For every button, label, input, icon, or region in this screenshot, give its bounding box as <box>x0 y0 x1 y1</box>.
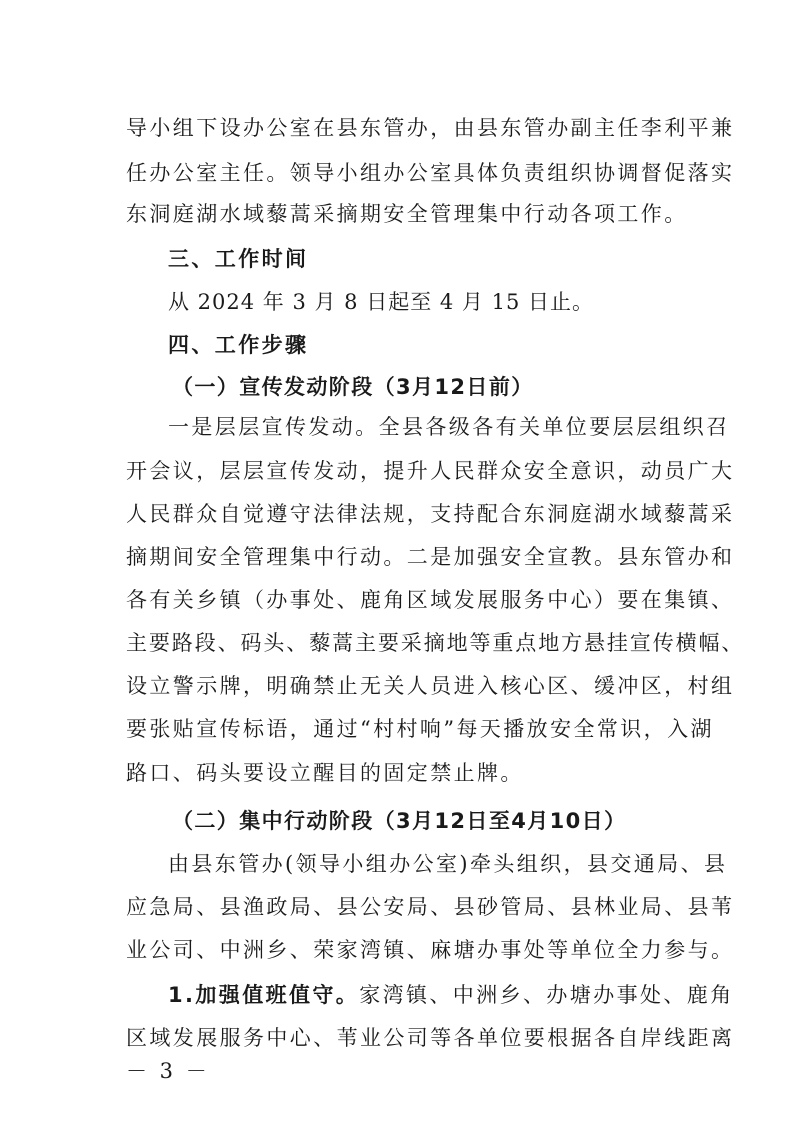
body-line-18: 由县东管办(领导小组办公室)牵头组织，县交通局、县 <box>168 852 728 876</box>
work-time-text: 从 2024 年 3 月 8 日起至 4 月 15 日止。 <box>168 290 594 314</box>
body-line-21 <box>168 980 734 1010</box>
body-line-1: 导小组下设办公室在县东管办，由县东管办副主任李利平兼 <box>126 116 735 140</box>
body-line-2: 任办公室主任。领导小组办公室具体负责组织协调督促落实 <box>126 161 735 185</box>
body-line-12: 各有关乡镇（办事处、鹿角区域发展服务中心）要在集镇、 <box>126 588 735 612</box>
page-number: － 3 － <box>126 1059 210 1083</box>
duty-heading-inline: 1.加强值班值守。 <box>168 983 360 1007</box>
body-line-8: 一是层层宣传发动。全县各级各有关单位要层层组织召 <box>168 415 730 439</box>
body-line-9: 开会议，层层宣传发动，提升人民群众安全意识，动员广大 <box>126 459 735 483</box>
body-line-3: 东洞庭湖水域藜蒿采摘期安全管理集中行动各项工作。 <box>126 202 688 226</box>
body-line-16: 路口、码头要设立醒目的固定禁止牌。 <box>126 761 524 785</box>
sub-heading-publicity-stage: （一）宣传发动阶段（3月12日前） <box>172 375 534 399</box>
body-line-11: 摘期间安全管理集中行动。二是加强安全宣教。县东管办和 <box>126 545 735 569</box>
section-heading-work-steps: 四、工作步骤 <box>168 333 309 357</box>
body-line-19: 应急局、县渔政局、县公安局、县砂管局、县林业局、县苇 <box>126 895 735 919</box>
sub-heading-action-stage: （二）集中行动阶段（3月12日至4月10日） <box>172 809 627 833</box>
body-line-20: 业公司、中洲乡、荣家湾镇、麻塘办事处等单位全力参与。 <box>126 938 735 962</box>
section-heading-work-time: 三、工作时间 <box>168 247 309 271</box>
body-line-14: 设立警示牌，明确禁止无关人员进入核心区、缓冲区，村组 <box>126 674 735 698</box>
body-line-15: 要张贴宣传标语，通过“村村响”每天播放安全常识，入湖 <box>126 717 714 741</box>
body-line-22: 区域发展服务中心、苇业公司等各单位要根据各自岸线距离 <box>126 1026 735 1050</box>
duty-text: 家湾镇、中洲乡、办塘办事处、鹿角 <box>359 983 734 1007</box>
body-line-10: 人民群众自觉遵守法律法规，支持配合东洞庭湖水域藜蒿采 <box>126 502 735 526</box>
body-line-13: 主要路段、码头、藜蒿主要采摘地等重点地方悬挂宣传横幅、 <box>126 631 745 655</box>
